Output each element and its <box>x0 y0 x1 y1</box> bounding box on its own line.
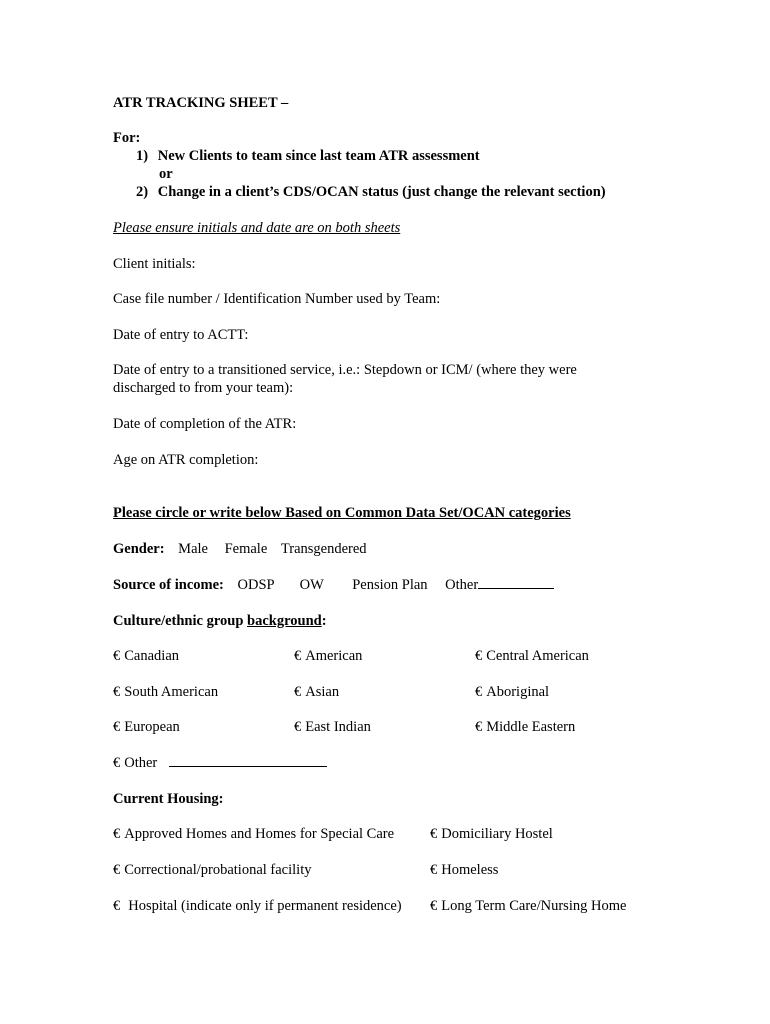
housing-option-label: Homeless <box>441 862 499 878</box>
checkbox-icon: € <box>113 648 121 664</box>
checkbox-icon: € <box>113 755 121 771</box>
date-transition-field: Date of entry to a transitioned service, i.e.: Stepdown or ICM/ (where they were <box>113 362 577 378</box>
culture-option[interactable] <box>294 718 371 736</box>
page-title: ATR TRACKING SHEET – <box>113 95 289 111</box>
housing-option[interactable] <box>430 861 498 879</box>
for-item-2-text: Change in a client’s CDS/OCAN status (just change the relevant section) <box>157 184 606 200</box>
checkbox-icon: € <box>294 684 302 700</box>
housing-label: Current Housing: <box>113 791 224 807</box>
section-heading: Please circle or write below Based on Common Data Set/OCAN categories <box>113 505 571 521</box>
client-initials-field: Client initials: <box>113 256 196 272</box>
income-option-other[interactable]: Other <box>445 577 479 593</box>
culture-option[interactable] <box>294 647 362 665</box>
gender-option-female[interactable]: Female <box>224 541 268 557</box>
for-item-2 <box>136 183 606 201</box>
gender-row <box>113 540 367 558</box>
checkbox-icon: € <box>113 898 121 914</box>
housing-option[interactable] <box>113 897 402 915</box>
culture-option-label: European <box>124 719 180 735</box>
for-label: For: <box>113 130 141 146</box>
checkbox-icon: € <box>430 826 438 842</box>
age-field: Age on ATR completion: <box>113 452 259 468</box>
checkbox-icon: € <box>113 684 121 700</box>
for-item-1-num: 1) <box>136 148 149 164</box>
culture-option-label: East Indian <box>305 719 371 735</box>
checkbox-icon: € <box>430 862 438 878</box>
gender-option-transgendered[interactable]: Transgendered <box>280 541 367 557</box>
checkbox-icon: € <box>475 684 483 700</box>
culture-option[interactable] <box>294 683 339 701</box>
note: Please ensure initials and date are on both sheets <box>113 220 401 236</box>
checkbox-icon: € <box>475 719 483 735</box>
date-completion-field: Date of completion of the ATR: <box>113 416 297 432</box>
checkbox-icon: € <box>475 648 483 664</box>
income-row <box>113 576 554 594</box>
culture-label-colon: : <box>321 613 327 629</box>
case-file-field: Case file number / Identification Number used by Team: <box>113 291 441 307</box>
housing-option[interactable] <box>113 861 311 879</box>
checkbox-icon: € <box>294 719 302 735</box>
culture-option[interactable] <box>475 647 589 665</box>
housing-option[interactable] <box>430 825 553 843</box>
housing-option-label: Correctional/probational facility <box>124 862 312 878</box>
culture-label <box>113 612 327 630</box>
checkbox-icon: € <box>430 898 438 914</box>
culture-option-label: Central American <box>486 648 589 664</box>
checkbox-icon: € <box>113 862 121 878</box>
for-or: or <box>159 166 173 182</box>
housing-option[interactable] <box>113 825 394 843</box>
culture-label-background: background <box>247 613 322 629</box>
for-item-1 <box>136 147 480 165</box>
culture-option-label: Middle Eastern <box>486 719 576 735</box>
gender-option-male[interactable]: Male <box>178 541 208 557</box>
housing-option-label: Hospital (indicate only if permanent residence) <box>128 898 402 914</box>
culture-label-text: Culture/ethnic group <box>113 613 248 629</box>
income-label: Source of income: <box>113 577 224 593</box>
for-item-2-num: 2) <box>136 184 149 200</box>
checkbox-icon: € <box>113 826 121 842</box>
housing-option[interactable] <box>430 897 626 915</box>
income-other-blank[interactable] <box>478 588 554 589</box>
income-option-pension-plan[interactable]: Pension Plan <box>352 577 428 593</box>
culture-option[interactable] <box>113 718 180 736</box>
housing-option-label: Domiciliary Hostel <box>441 826 553 842</box>
checkbox-icon: € <box>294 648 302 664</box>
culture-other-label: Other <box>124 755 158 771</box>
income-option-odsp[interactable]: ODSP <box>237 577 275 593</box>
culture-option-label: Aboriginal <box>486 684 550 700</box>
culture-option-label: South American <box>124 684 219 700</box>
for-item-1-text: New Clients to team since last team ATR assessment <box>157 148 480 164</box>
culture-other-blank[interactable] <box>169 766 327 767</box>
date-transition-field-cont: discharged to from your team): <box>113 380 294 396</box>
culture-option[interactable] <box>475 718 575 736</box>
culture-option[interactable] <box>113 683 218 701</box>
date-entry-actt-field: Date of entry to ACTT: <box>113 327 249 343</box>
gender-label: Gender: <box>113 541 165 557</box>
culture-option-other[interactable] <box>113 754 327 772</box>
culture-option-label: Asian <box>305 684 340 700</box>
housing-option-label: Approved Homes and Homes for Special Care <box>124 826 395 842</box>
culture-option-label: Canadian <box>124 648 180 664</box>
culture-option[interactable] <box>113 647 179 665</box>
culture-option[interactable] <box>475 683 549 701</box>
checkbox-icon: € <box>113 719 121 735</box>
culture-option-label: American <box>305 648 363 664</box>
income-option-ow[interactable]: OW <box>299 577 324 593</box>
housing-option-label: Long Term Care/Nursing Home <box>441 898 627 914</box>
